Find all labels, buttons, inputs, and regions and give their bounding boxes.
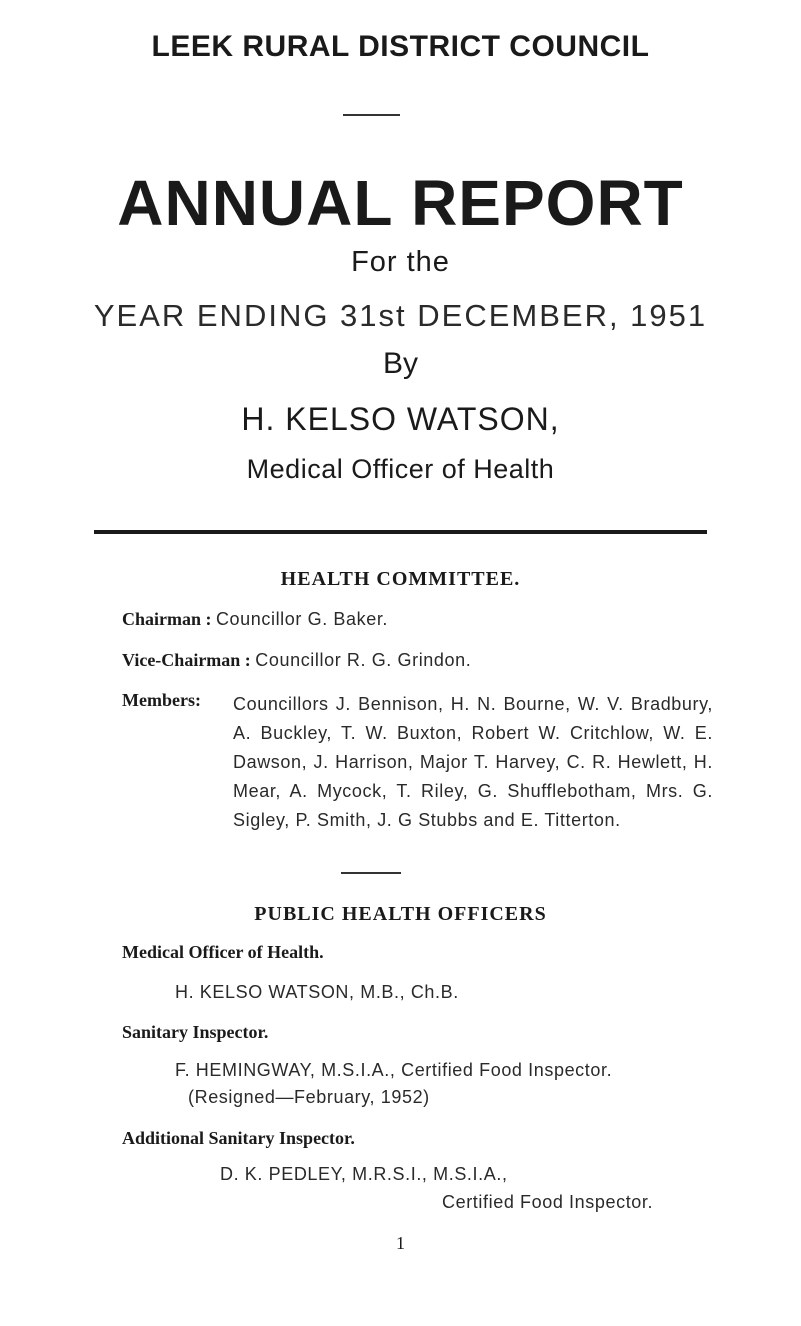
author-name: H. KELSO WATSON,	[241, 401, 560, 437]
health-committee-heading: HEALTH COMMITTEE.	[280, 568, 521, 590]
public-health-officers-heading: PUBLIC HEALTH OFFICERS	[254, 903, 547, 925]
by-text: By	[382, 347, 418, 380]
for-the-text: For the	[351, 246, 450, 278]
members-label: Members:	[122, 690, 201, 710]
page-number: 1	[396, 1233, 405, 1253]
vice-chairman-value: Councillor R. G. Grindon.	[255, 650, 472, 670]
council-name: LEEK RURAL DISTRICT COUNCIL	[151, 30, 650, 63]
thick-divider	[94, 530, 707, 534]
additional-inspector-value: D. K. PEDLEY, M.R.S.I., M.S.I.A.,	[220, 1164, 508, 1184]
chairman-label: Chairman :	[122, 609, 212, 629]
chairman-row	[122, 609, 388, 630]
medical-officer-value: H. KELSO WATSON, M.B., Ch.B.	[175, 982, 459, 1002]
vice-chairman-label: Vice-Chairman :	[122, 650, 251, 670]
medical-officer-label: Medical Officer of Health.	[122, 942, 324, 962]
sanitary-inspector-value: F. HEMINGWAY, M.S.I.A., Certified Food Inspector.	[175, 1060, 613, 1080]
year-ending: YEAR ENDING 31st DECEMBER, 1951	[93, 298, 708, 333]
report-title: ANNUAL REPORT	[117, 167, 684, 239]
sanitary-inspector-label: Sanitary Inspector.	[122, 1022, 269, 1042]
sanitary-inspector-note: (Resigned—February, 1952)	[188, 1087, 430, 1107]
chairman-value: Councillor G. Baker.	[215, 609, 389, 629]
additional-inspector-label: Additional Sanitary Inspector.	[122, 1128, 355, 1148]
short-divider-2	[341, 872, 401, 874]
members-list: Councillors J. Bennison, H. N. Bourne, W. V. Bradbury, A. Buckley, T. W. Buxton, Robert W. Critchlow, W. E. Dawson, J. Harrison, Major T. Harvey, C. R. Hewlett, H. Mear, A. Mycock, T. Riley, G. Shufflebotham, Mrs. G. Sigley, P. Smith, J. G Stubbs and E. Titterton.	[233, 694, 713, 830]
additional-inspector-cert: Certified Food Inspector.	[442, 1192, 654, 1212]
author-role: Medical Officer of Health	[246, 454, 555, 484]
vice-chairman-row	[122, 650, 471, 671]
short-divider	[343, 114, 400, 116]
